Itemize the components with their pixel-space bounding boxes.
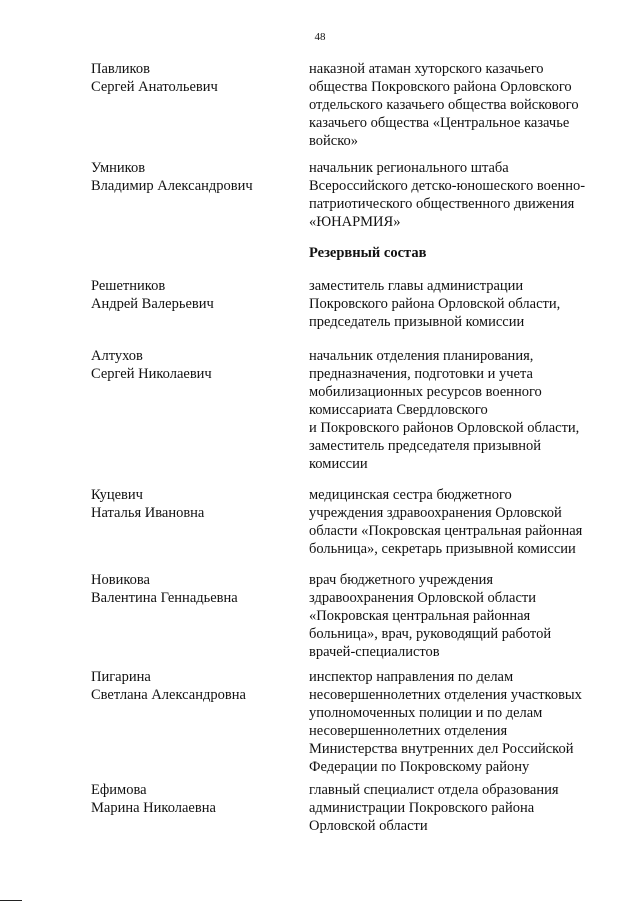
position-line: главный специалист отдела образования xyxy=(309,782,559,798)
position-line: уполномоченных полиции и по делам xyxy=(309,705,543,721)
member-position xyxy=(309,347,609,473)
member-name xyxy=(91,668,291,704)
position-line: здравоохранения Орловской области xyxy=(309,590,536,606)
member-position xyxy=(309,571,609,661)
member-name xyxy=(91,60,291,96)
position-line: Всероссийского детско-юношеского военно- xyxy=(309,178,586,194)
member-given-name: Наталья Ивановна xyxy=(91,505,205,521)
position-line: Федерации по Покровскому району xyxy=(309,759,530,775)
member-name xyxy=(91,571,291,607)
member-given-name: Марина Николаевна xyxy=(91,800,216,816)
member-given-name: Валентина Геннадьевна xyxy=(91,590,238,606)
member-position xyxy=(309,277,609,331)
member-surname: Ефимова xyxy=(91,782,147,798)
member-surname: Павликов xyxy=(91,61,150,77)
position-line: заместитель главы администрации xyxy=(309,278,524,294)
member-given-name: Сергей Анатольевич xyxy=(91,79,218,95)
position-line: мобилизационных ресурсов военного xyxy=(309,384,542,400)
position-line: комиссии xyxy=(309,456,368,472)
position-line: начальник отделения планирования, xyxy=(309,348,534,364)
member-name xyxy=(91,159,291,195)
position-line: заместитель председателя призывной xyxy=(309,438,541,454)
position-line: предназначения, подготовки и учета xyxy=(309,366,533,382)
member-name xyxy=(91,486,291,522)
member-name xyxy=(91,347,291,383)
scan-edge-mark xyxy=(0,900,22,901)
member-position xyxy=(309,486,609,558)
position-line: «ЮНАРМИЯ» xyxy=(309,214,401,230)
position-line: войско» xyxy=(309,133,359,149)
position-line: Министерства внутренних дел Российской xyxy=(309,741,574,757)
position-line: больница», врач, руководящий работой xyxy=(309,626,552,642)
reserve-section-heading: Резервный состав xyxy=(309,245,427,261)
member-name xyxy=(91,781,291,817)
position-line: «Покровская центральная районная xyxy=(309,608,531,624)
member-surname: Решетников xyxy=(91,278,166,294)
page-number: 48 xyxy=(314,31,326,43)
position-line: несовершеннолетних отделения участковых xyxy=(309,687,582,703)
position-line: патриотического общественного движения xyxy=(309,196,575,212)
member-surname: Пигарина xyxy=(91,669,151,685)
position-line: медицинская сестра бюджетного xyxy=(309,487,512,503)
position-line: начальник регионального штаба xyxy=(309,160,509,176)
position-line: отдельского казачьего общества войскового xyxy=(309,97,579,113)
member-given-name: Андрей Валерьевич xyxy=(91,296,214,312)
position-line: председатель призывной комиссии xyxy=(309,314,525,330)
position-line: инспектор направления по делам xyxy=(309,669,514,685)
position-line: учреждения здравоохранения Орловской xyxy=(309,505,562,521)
member-position xyxy=(309,60,609,150)
position-line: наказной атаман хуторского казачьего xyxy=(309,61,544,77)
member-surname: Умников xyxy=(91,160,146,176)
member-surname: Новикова xyxy=(91,572,150,588)
position-line: врачей-специалистов xyxy=(309,644,440,660)
member-position xyxy=(309,781,609,835)
member-given-name: Светлана Александровна xyxy=(91,687,246,703)
position-line: общества Покровского района Орловского xyxy=(309,79,572,95)
position-line: врач бюджетного учреждения xyxy=(309,572,494,588)
position-line: несовершеннолетних отделения xyxy=(309,723,508,739)
member-position xyxy=(309,159,609,231)
position-line: комиссариата Свердловского xyxy=(309,402,488,418)
member-given-name: Владимир Александрович xyxy=(91,178,253,194)
position-line: Покровского района Орловской области, xyxy=(309,296,561,312)
position-line: администрации Покровского района xyxy=(309,800,535,816)
member-surname: Куцевич xyxy=(91,487,143,503)
position-line: области «Покровская центральная районная xyxy=(309,523,583,539)
member-surname: Алтухов xyxy=(91,348,143,364)
position-line: больница», секретарь призывной комиссии xyxy=(309,541,576,557)
member-position xyxy=(309,668,609,776)
position-line: и Покровского районов Орловской области, xyxy=(309,420,580,436)
position-line: Орловской области xyxy=(309,818,428,834)
position-line: казачьего общества «Центральное казачье xyxy=(309,115,570,131)
member-given-name: Сергей Николаевич xyxy=(91,366,212,382)
member-name xyxy=(91,277,291,313)
